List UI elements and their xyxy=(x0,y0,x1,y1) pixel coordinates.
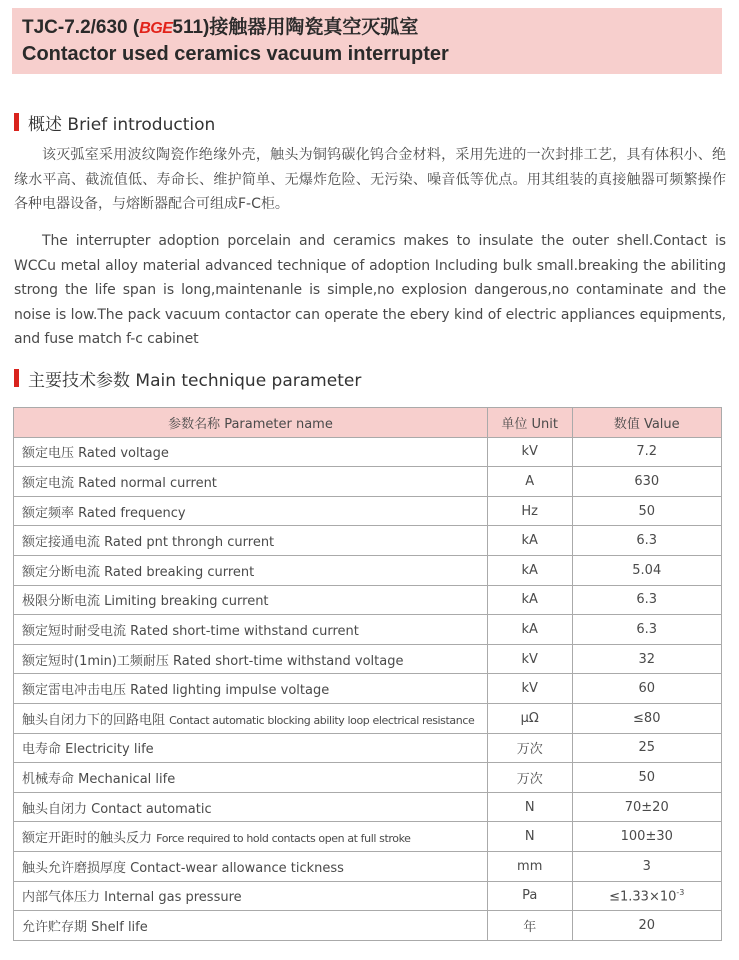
brief-heading-text: 概述 Brief introduction xyxy=(28,114,216,135)
table-row xyxy=(14,911,722,941)
param-name: 额定电压 Rated voltage xyxy=(14,437,488,467)
table-row xyxy=(14,763,722,793)
param-value: ≤80 xyxy=(572,703,722,733)
param-value: 100±30 xyxy=(572,822,722,852)
param-name: 额定接通电流 Rated pnt throngh current xyxy=(14,526,488,556)
table-row xyxy=(14,851,722,881)
table-row xyxy=(14,644,722,674)
title-suffix: 511)接触器用陶瓷真空灭弧室 xyxy=(172,17,419,38)
table-row xyxy=(14,467,722,497)
param-name xyxy=(14,703,488,733)
param-name: 极限分断电流 Limiting breaking current xyxy=(14,585,488,615)
param-unit: mm xyxy=(487,851,572,881)
title-prefix: TJC-7.2/630 ( xyxy=(22,17,140,38)
section-marker xyxy=(14,113,19,131)
param-name: 额定频率 Rated frequency xyxy=(14,496,488,526)
params-heading-text: 主要技术参数 Main technique parameter xyxy=(28,370,362,391)
param-value: 50 xyxy=(572,496,722,526)
param-value: 6.3 xyxy=(572,615,722,645)
param-unit: 万次 xyxy=(487,733,572,763)
param-name-zh: 额定开距时的触头反力 xyxy=(22,831,153,847)
header-unit: 单位 Unit xyxy=(487,408,572,438)
param-name: 内部气体压力 Internal gas pressure xyxy=(14,881,488,911)
params-heading xyxy=(14,366,361,390)
table-row xyxy=(14,437,722,467)
param-name: 触头自闭力 Contact automatic xyxy=(14,792,488,822)
param-value: 5.04 xyxy=(572,555,722,585)
param-unit: kA xyxy=(487,615,572,645)
param-unit: 万次 xyxy=(487,763,572,793)
param-unit: A xyxy=(487,467,572,497)
param-unit: kA xyxy=(487,585,572,615)
table-row xyxy=(14,703,722,733)
param-name: 额定短时耐受电流 Rated short-time withstand current xyxy=(14,615,488,645)
table-row xyxy=(14,881,722,911)
title-banner xyxy=(12,8,722,74)
param-value: 630 xyxy=(572,467,722,497)
param-value: 50 xyxy=(572,763,722,793)
param-value: 6.3 xyxy=(572,585,722,615)
param-value: 20 xyxy=(572,911,722,941)
param-unit: 年 xyxy=(487,911,572,941)
param-value: 70±20 xyxy=(572,792,722,822)
section-marker xyxy=(14,369,19,387)
param-unit: Pa xyxy=(487,881,572,911)
param-name xyxy=(14,822,488,852)
param-value: 6.3 xyxy=(572,526,722,556)
brief-heading xyxy=(14,110,215,134)
param-value: 7.2 xyxy=(572,437,722,467)
header-value: 数值 Value xyxy=(572,408,722,438)
brief-zh-paragraph: 该灭弧室采用波纹陶瓷作绝缘外壳，触头为铜钨碳化钨合金材料，采用先进的一次封排工艺，具有体积小、绝缘水平高、截流值低、寿命长、维护简单、无爆炸危险、无污染、噪音低等优点。用其组装的真接触器可频繁操作各种电器设备，与熔断器配合可组成F-C柜。 xyxy=(14,147,726,212)
param-value-exponent: -3 xyxy=(676,887,685,897)
param-unit: μΩ xyxy=(487,703,572,733)
table-row xyxy=(14,822,722,852)
param-value-base: ≤1.33×10 xyxy=(609,888,677,904)
param-name-en: Force required to hold contacts open at full stroke xyxy=(156,832,411,846)
param-name: 电寿命 Electricity life xyxy=(14,733,488,763)
table-row xyxy=(14,733,722,763)
param-value: 3 xyxy=(572,851,722,881)
table-row xyxy=(14,615,722,645)
param-value: 60 xyxy=(572,674,722,704)
param-name: 额定短时(1min)工频耐压 Rated short-time withstand voltage xyxy=(14,644,488,674)
param-name: 机械寿命 Mechanical life xyxy=(14,763,488,793)
param-unit: kV xyxy=(487,644,572,674)
title-english: Contactor used ceramics vacuum interrupter xyxy=(22,43,449,65)
header-name: 参数名称 Parameter name xyxy=(14,408,488,438)
param-unit: N xyxy=(487,792,572,822)
param-name: 额定雷电冲击电压 Rated lighting impulse voltage xyxy=(14,674,488,704)
table-header-row xyxy=(14,408,722,438)
param-value xyxy=(572,881,722,911)
parameter-table xyxy=(13,407,722,941)
param-name: 额定分断电流 Rated breaking current xyxy=(14,555,488,585)
param-name: 允许贮存期 Shelf life xyxy=(14,911,488,941)
param-unit: N xyxy=(487,822,572,852)
param-name-zh: 触头自闭力下的回路电阻 xyxy=(22,712,166,728)
param-value: 32 xyxy=(572,644,722,674)
param-unit: kA xyxy=(487,555,572,585)
table-row xyxy=(14,792,722,822)
title-chinese xyxy=(22,16,722,41)
table-row xyxy=(14,555,722,585)
param-unit: Hz xyxy=(487,496,572,526)
table-row xyxy=(14,674,722,704)
param-unit: kV xyxy=(487,437,572,467)
brief-en-paragraph: The interrupter adoption porcelain and ceramics makes to insulate the outer shell.Contact is WCCu metal alloy material advanced technique of adoption Including bulk small.breaking the abiliting strong the life span is long,maintenanle is simple,no explosion dangerous,no contaminate and the noise is low.The pack vacuum contactor can operate the ebery kind of electric appliances equipments, and fuse match f-c cabinet xyxy=(14,233,726,347)
param-name-en: Contact automatic blocking ability loop electrical resistance xyxy=(169,713,475,727)
table-row xyxy=(14,526,722,556)
param-value: 25 xyxy=(572,733,722,763)
brand-logo: BGE xyxy=(139,20,173,37)
table-row xyxy=(14,496,722,526)
param-name: 额定电流 Rated normal current xyxy=(14,467,488,497)
param-unit: kV xyxy=(487,674,572,704)
table-row xyxy=(14,585,722,615)
param-name: 触头允许磨损厚度 Contact-wear allowance tickness xyxy=(14,851,488,881)
param-unit: kA xyxy=(487,526,572,556)
